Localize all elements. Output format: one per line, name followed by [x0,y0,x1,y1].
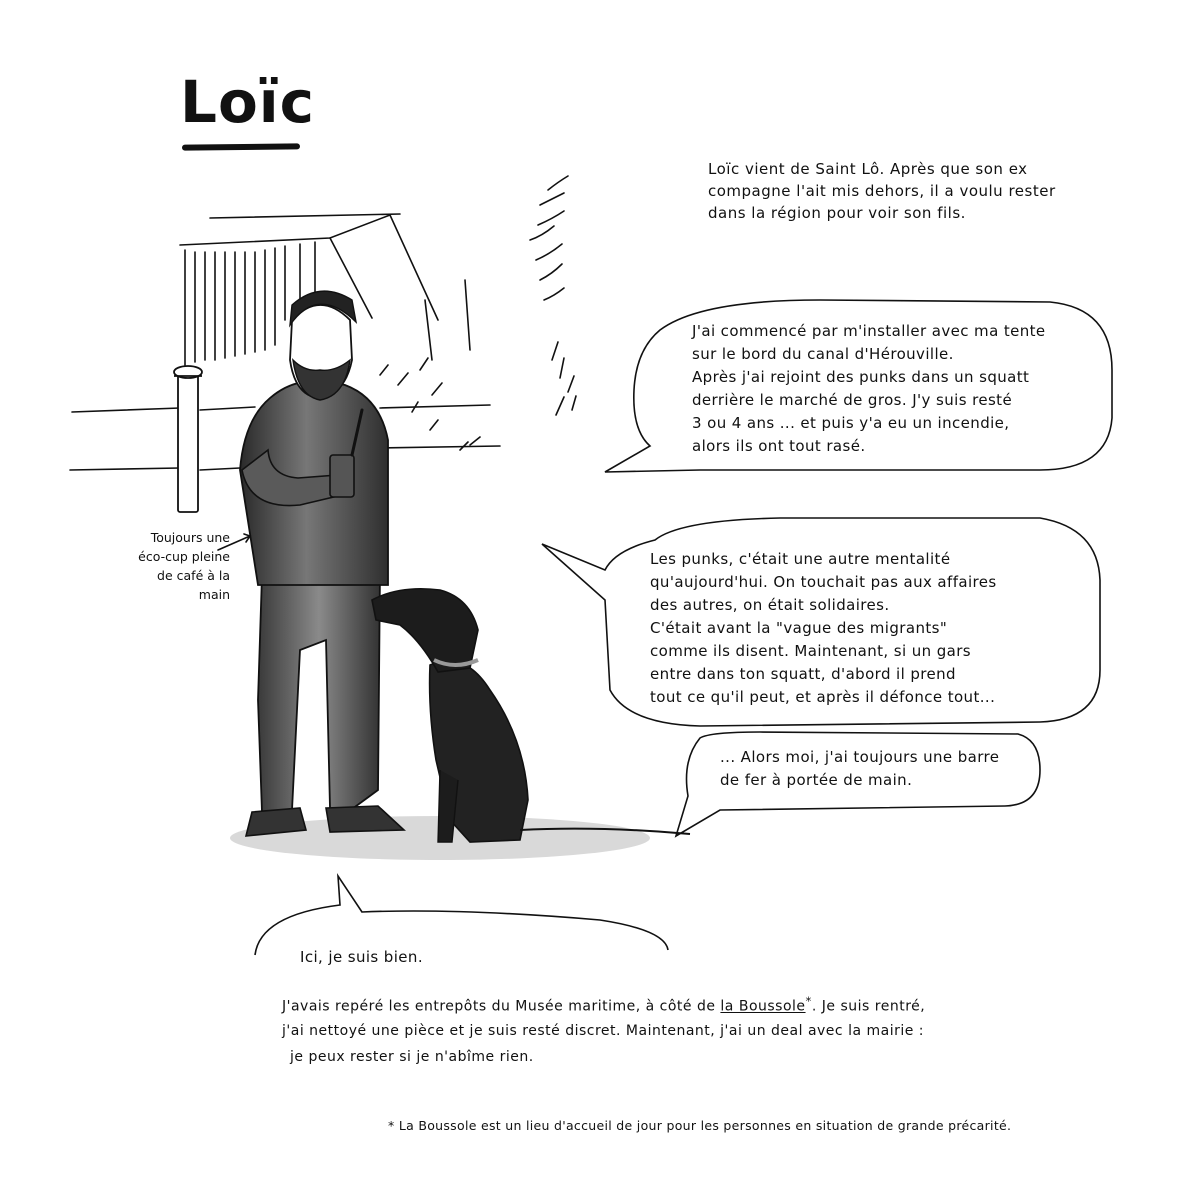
coffee-cup [330,455,354,497]
speech-bubble-4-outline [255,876,668,955]
dog-head [372,589,478,672]
page-title: Loïc [180,68,316,136]
man-shoe-right [326,806,404,832]
man-pants [258,572,380,812]
speech-bubble-2-text: Les punks, c'était une autre mentalité qu'aujourd'hui. On touchait pas aux affaires des autres, on était solidaires. C'était avant la "vague des migrants" comme ils disent. Maintenant, si un gars entre dans ton squatt, d'abord il prend tout ce qu'il peut, et après il défonce tout... [650,550,997,706]
narration-line-2: j'ai nettoyé une pièce et je suis resté discret. Maintenant, j'ai un deal avec la mairie : [282,1023,925,1039]
footnote: * La Boussole est un lieu d'accueil de jour pour les personnes en situation de grande précarité. [388,1118,1012,1133]
speech-bubble-1-text: J'ai commencé par m'installer avec ma tente sur le bord du canal d'Hérouville. Après j'ai rejoint des punks dans un squatt derrière le marché de gros. J'y suis resté 3 ou 4 ans ... et puis y'a eu un incendie, alors ils ont tout rasé. [692,322,1046,455]
speech-bubble-4-text: Ici, je suis bien. [300,948,424,966]
cup-caption: Toujours une éco-cup pleine de café à la main [138,530,230,602]
narration-line-1 [282,990,1082,1018]
title-underline [182,143,300,150]
fence-post [174,366,202,512]
narration-line-3: je peux rester si je n'abîme rien. [290,1049,534,1065]
boussole-underlined: la Boussole [720,998,806,1015]
speech-bubble-3-text: ... Alors moi, j'ai toujours une barre de fer à portée de main. [720,748,1000,789]
narration-line-1-pre: J'avais repéré les entrepôts du Musée maritime, à côté de [282,998,721,1015]
intro-paragraph: Loïc vient de Saint Lô. Après que son ex compagne l'ait mis dehors, il a voulu rester dans la région pour voir son fils. [708,160,1056,222]
grass-strokes [380,176,576,450]
narration-line-1-post: . Je suis rentré, [811,998,926,1015]
footnote-mark: * [805,994,812,1008]
